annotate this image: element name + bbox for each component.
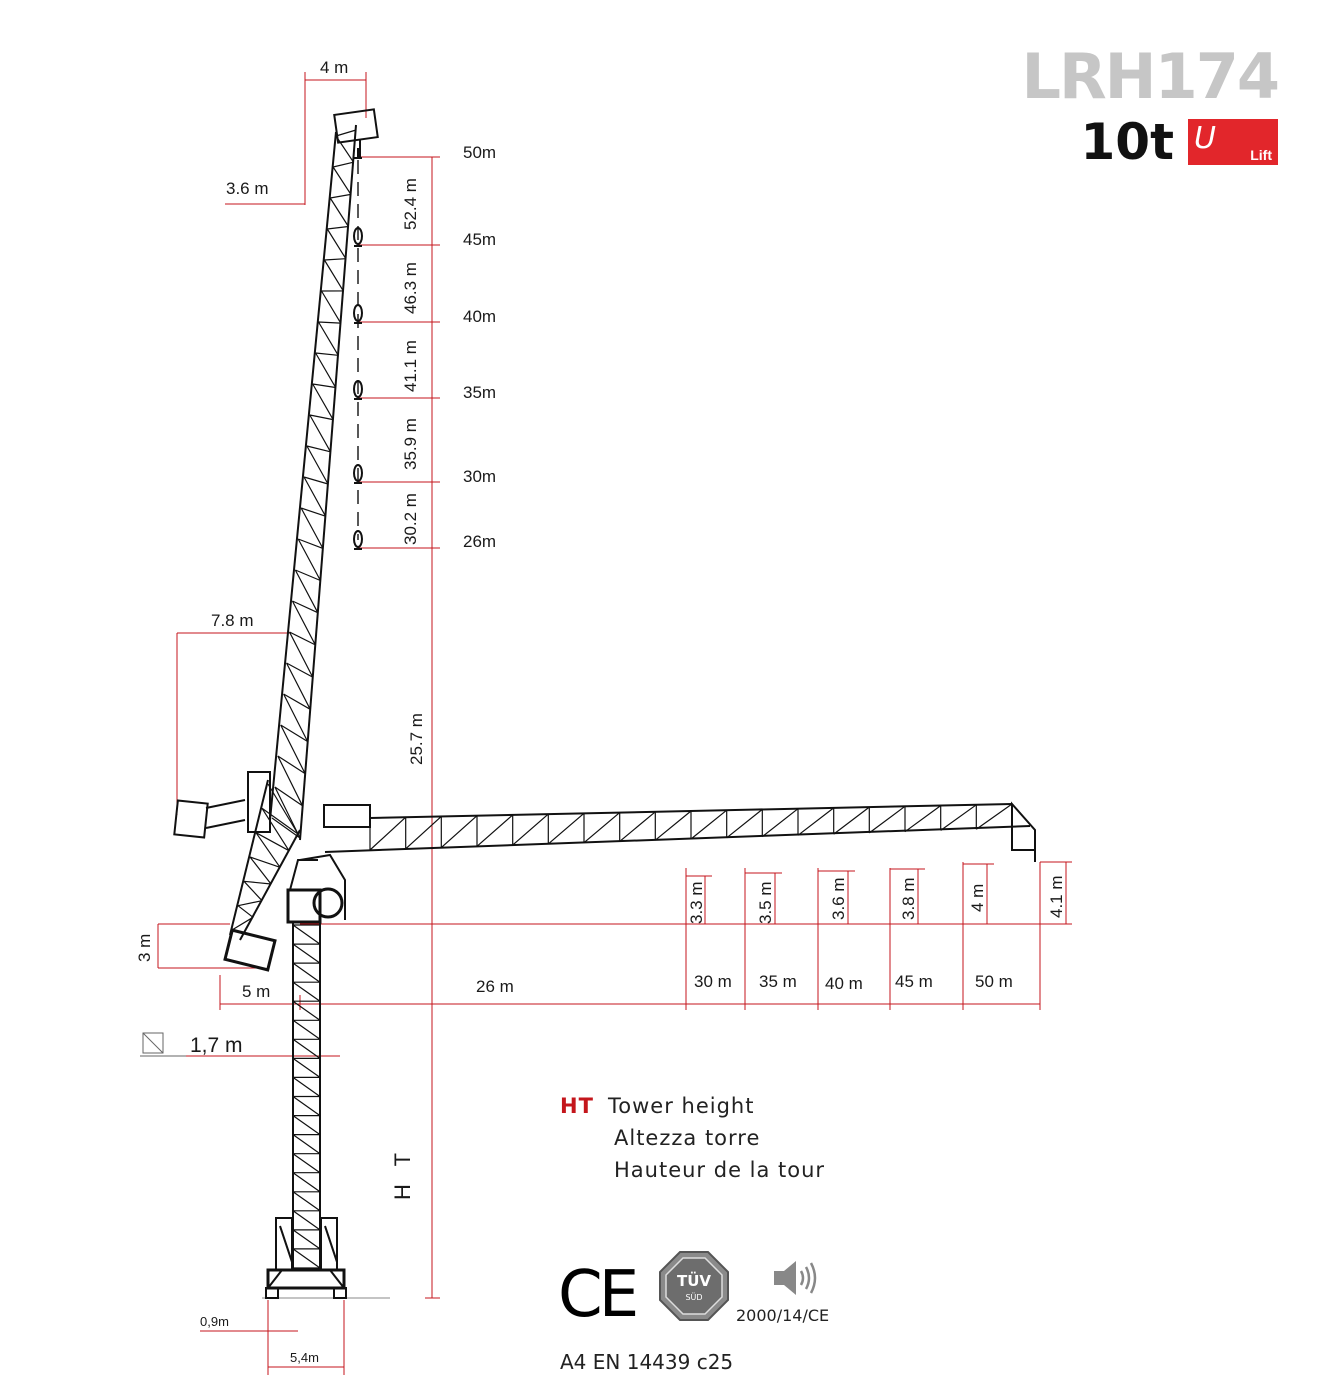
hook-height-52: 52.4 m bbox=[401, 178, 420, 230]
counter-jib-dim: 7.8 m bbox=[211, 611, 254, 630]
jib-head-dim: 4 m bbox=[320, 58, 349, 77]
mast-section-icon bbox=[140, 1033, 186, 1056]
legend-fr: Hauteur de la tour bbox=[614, 1158, 826, 1182]
tip-height-35: 3.5 m bbox=[756, 881, 775, 924]
hook-height-35: 35.9 m bbox=[401, 418, 420, 470]
ce-icon: CE bbox=[558, 1258, 636, 1332]
jib-length-40: 40m bbox=[463, 307, 497, 326]
jib-length-26: 26m bbox=[463, 532, 497, 551]
ulift-logo bbox=[1188, 119, 1278, 165]
tuv-bottom-text: SÜD bbox=[685, 1293, 703, 1302]
tip-height-45: 3.8 m bbox=[899, 877, 918, 920]
legend bbox=[560, 1090, 825, 1186]
speaker-icon bbox=[770, 1258, 820, 1298]
tower-height-label: H T bbox=[390, 1146, 415, 1200]
jib-length-45: 45m bbox=[463, 230, 497, 249]
capacity-label: 10t bbox=[1080, 113, 1174, 171]
standard-norm: A4 EN 14439 c25 bbox=[560, 1350, 734, 1374]
ballast-height-dim: 3 m bbox=[135, 933, 154, 962]
mast-section-dim: 1,7 m bbox=[190, 1034, 243, 1057]
tower-mast bbox=[293, 922, 320, 1270]
ulift-logo-text: Lift bbox=[1250, 147, 1272, 163]
radius-50: 50 m bbox=[975, 972, 1013, 991]
hook-positions bbox=[354, 148, 362, 549]
jib-length-50: 50m bbox=[463, 143, 497, 162]
tip-height-40: 3.6 m bbox=[829, 877, 848, 920]
hook-height-30: 30.2 m bbox=[401, 493, 420, 545]
radius-30: 30 m bbox=[694, 972, 732, 991]
tuv-top-text: TÜV bbox=[676, 1272, 712, 1290]
jib-offset-dim: 3.6 m bbox=[226, 179, 269, 198]
capacity-row bbox=[1021, 114, 1278, 170]
radius-35: 35 m bbox=[759, 972, 797, 991]
base-small-dim: 0,9m bbox=[200, 1314, 229, 1329]
noise-directive: 2000/14/CE bbox=[736, 1306, 830, 1325]
tip-height-30: 3.3 m bbox=[687, 881, 706, 924]
ulift-mark-icon: U bbox=[1194, 121, 1216, 156]
jib-length-35: 35m bbox=[463, 383, 497, 402]
base-width-dim: 5,4m bbox=[290, 1350, 319, 1365]
cab-and-slewing bbox=[288, 855, 345, 922]
hook-height-41: 41.1 m bbox=[401, 340, 420, 392]
slew-radius-dim: 5 m bbox=[242, 982, 271, 1001]
brand-header bbox=[1021, 42, 1278, 170]
horizontal-jib bbox=[324, 804, 1035, 862]
hook-height-25: 25.7 m bbox=[407, 713, 426, 765]
hook-height-46: 46.3 m bbox=[401, 262, 420, 314]
legend-code: HT bbox=[560, 1094, 594, 1118]
radius-40: 40 m bbox=[825, 974, 863, 993]
legend-it: Altezza torre bbox=[614, 1126, 761, 1150]
legend-en: Tower height bbox=[608, 1094, 755, 1118]
model-name: LRH174 bbox=[1021, 40, 1278, 113]
tip-height-tip: 4.1 m bbox=[1047, 875, 1066, 918]
legend-row-en bbox=[560, 1090, 825, 1122]
tip-height-50: 4 m bbox=[968, 883, 987, 912]
radius-26: 26 m bbox=[476, 977, 514, 996]
radius-45: 45 m bbox=[895, 972, 933, 991]
counter-jib bbox=[174, 772, 300, 970]
certifications bbox=[558, 1250, 878, 1380]
jib-length-30: 30m bbox=[463, 467, 497, 486]
tuv-icon bbox=[658, 1250, 730, 1322]
